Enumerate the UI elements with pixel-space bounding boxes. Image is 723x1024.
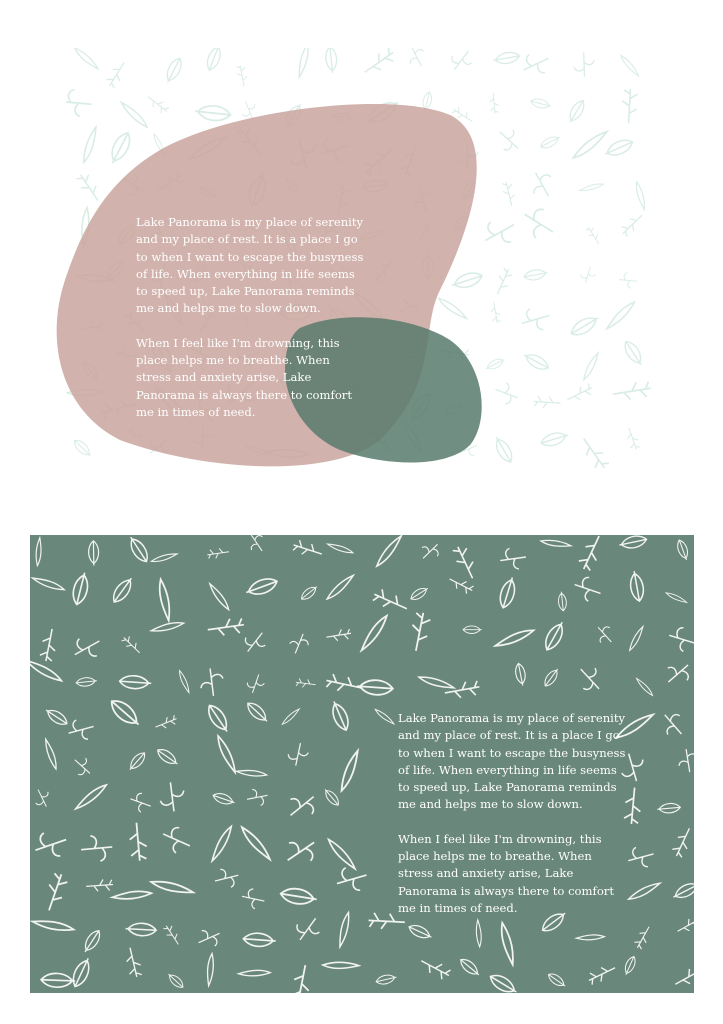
leaf-icon xyxy=(463,626,482,634)
leaf-icon xyxy=(204,702,232,735)
leaf-icon xyxy=(514,662,527,686)
leaf-icon xyxy=(497,576,519,610)
leaf-icon xyxy=(675,538,690,561)
leaf-icon xyxy=(36,739,66,769)
leaf-icon xyxy=(33,568,65,600)
top-paragraph-2: When I feel like I'm drowning, this place helps me to breathe. When stress and anxiety arise, Lake Panorama is always there to comfort me in times of need. xyxy=(136,335,353,419)
leaf-icon xyxy=(327,912,361,946)
leaf-icon xyxy=(375,973,397,986)
leaf-icon xyxy=(207,547,230,559)
leaf-icon xyxy=(166,971,186,990)
leaf-icon xyxy=(236,758,266,788)
leaf-icon xyxy=(592,622,618,648)
leaf-icon xyxy=(207,617,245,638)
leaf-icon xyxy=(208,736,244,772)
leaf-icon xyxy=(125,922,156,936)
leaf-icon xyxy=(195,925,224,952)
leaf-icon xyxy=(41,973,76,988)
leaf-icon xyxy=(418,955,452,982)
leaf-icon xyxy=(76,782,107,813)
leaf-icon xyxy=(173,671,195,693)
leaf-icon xyxy=(144,579,185,620)
leaf-icon xyxy=(299,584,319,603)
leaf-icon xyxy=(447,574,475,595)
leaf-icon xyxy=(676,748,694,774)
leaf-icon xyxy=(291,912,325,947)
leaf-icon xyxy=(245,787,269,808)
leaf-icon xyxy=(577,535,607,572)
leaf-icon xyxy=(155,746,180,768)
leaf-icon xyxy=(126,750,147,773)
leaf-icon xyxy=(33,905,74,946)
leaf-icon xyxy=(327,839,356,868)
leaf-icon xyxy=(666,624,694,654)
leaf-icon xyxy=(625,843,656,871)
leaf-icon xyxy=(573,662,608,697)
leaf-icon xyxy=(243,932,276,947)
leaf-icon xyxy=(672,964,694,990)
top-story-text xyxy=(136,214,368,438)
leaf-icon xyxy=(371,587,410,615)
leaf-icon xyxy=(295,678,316,689)
leaf-icon xyxy=(245,672,267,696)
leaf-icon xyxy=(287,631,311,657)
leaf-icon xyxy=(112,876,151,915)
leaf-icon xyxy=(444,679,481,700)
leaf-icon xyxy=(325,673,363,695)
top-paragraph-1: Lake Panorama is my place of serenity and my place of rest. It is a place I go to when I want to escape the busyness of life. When everything in life seems to speed up, Lake Panorama reminds me and helps me to slow down. xyxy=(136,215,364,316)
leaf-icon xyxy=(212,791,236,807)
leaf-icon xyxy=(194,954,226,986)
leaf-icon xyxy=(151,611,183,643)
leaf-icon xyxy=(120,634,142,656)
leaf-icon xyxy=(408,611,432,652)
leaf-icon xyxy=(409,585,430,602)
leaf-icon xyxy=(282,708,299,725)
leaf-icon xyxy=(322,787,342,808)
leaf-icon xyxy=(81,928,104,955)
leaf-icon xyxy=(39,628,59,663)
leaf-icon xyxy=(622,955,638,977)
leaf-icon xyxy=(586,962,618,986)
leaf-icon xyxy=(451,544,479,582)
leaf-icon xyxy=(657,803,681,814)
leaf-icon xyxy=(76,677,98,688)
leaf-icon xyxy=(657,708,690,741)
leaf-icon xyxy=(126,535,152,565)
leaf-icon xyxy=(571,574,604,604)
bottom-paragraph-1: Lake Panorama is my place of serenity and my place of rest. It is a place I go to when I want to escape the busyness of life. When everything in life seems to speed up, Lake Panorama reminds me and helps me to slow down. xyxy=(398,711,626,812)
leaf-icon xyxy=(88,541,98,566)
leaf-icon xyxy=(239,957,271,989)
leaf-icon xyxy=(69,631,105,665)
leaf-icon xyxy=(158,781,186,813)
leaf-icon xyxy=(280,886,318,906)
leaf-icon xyxy=(280,831,321,871)
leaf-icon xyxy=(43,706,69,728)
leaf-icon xyxy=(286,741,310,768)
leaf-icon xyxy=(86,879,114,892)
leaf-icon xyxy=(240,887,266,910)
leaf-icon xyxy=(557,591,567,611)
leaf-icon xyxy=(671,880,694,902)
leaf-icon xyxy=(151,545,177,571)
leaf-icon xyxy=(458,956,482,979)
bottom-paragraph-2: When I feel like I'm drowning, this place helps me to breathe. When stress and anxiety arise, Lake Panorama is always there to comfort me in times of need. xyxy=(398,831,615,915)
leaf-icon xyxy=(244,535,269,556)
leaf-icon xyxy=(199,667,225,697)
leaf-icon xyxy=(333,863,370,896)
leaf-icon xyxy=(666,587,687,608)
leaf-icon xyxy=(244,699,270,725)
leaf-icon xyxy=(328,699,352,733)
leaf-icon xyxy=(80,834,113,863)
leaf-icon xyxy=(66,716,97,744)
leaf-icon xyxy=(244,575,279,599)
leaf-icon xyxy=(127,790,153,814)
leaf-icon xyxy=(240,827,272,859)
leaf-icon xyxy=(374,536,404,566)
leaf-icon xyxy=(661,657,694,691)
leaf-icon xyxy=(151,866,193,908)
leaf-icon xyxy=(357,616,392,651)
leaf-icon xyxy=(499,546,528,571)
leaf-icon xyxy=(328,536,353,561)
leaf-icon xyxy=(69,753,96,779)
leaf-icon xyxy=(419,665,454,700)
leaf-icon xyxy=(675,915,694,936)
leaf-icon xyxy=(158,823,195,857)
leaf-icon xyxy=(240,627,270,658)
leaf-icon xyxy=(30,538,53,566)
leaf-icon xyxy=(69,956,94,990)
leaf-icon xyxy=(624,627,648,651)
leaf-icon xyxy=(326,628,352,642)
leaf-icon xyxy=(292,539,324,560)
leaf-icon xyxy=(628,570,645,602)
leaf-icon xyxy=(629,876,660,907)
leaf-icon xyxy=(109,575,136,606)
leaf-icon xyxy=(618,535,648,551)
leaf-icon xyxy=(31,786,54,810)
leaf-icon xyxy=(541,619,567,653)
leaf-icon xyxy=(119,675,152,690)
leaf-icon xyxy=(541,535,571,558)
leaf-icon xyxy=(375,707,394,726)
leaf-icon xyxy=(633,924,654,950)
leaf-icon xyxy=(283,787,322,825)
leaf-icon xyxy=(327,574,353,600)
leaf-icon xyxy=(206,584,232,610)
leaf-icon xyxy=(290,964,313,993)
bottom-card xyxy=(30,535,694,993)
leaf-icon xyxy=(154,714,179,732)
bottom-story-text xyxy=(398,710,630,934)
leaf-icon xyxy=(495,619,533,657)
leaf-icon xyxy=(546,971,567,989)
leaf-icon xyxy=(636,678,653,695)
leaf-icon xyxy=(417,538,443,564)
leaf-icon xyxy=(487,971,519,993)
leaf-icon xyxy=(204,826,239,861)
leaf-icon xyxy=(162,923,182,947)
leaf-icon xyxy=(357,679,394,696)
leaf-icon xyxy=(31,827,70,863)
leaf-icon xyxy=(542,666,561,688)
leaf-icon xyxy=(70,571,91,606)
leaf-icon xyxy=(213,865,241,890)
leaf-icon xyxy=(107,696,143,730)
leaf-icon xyxy=(330,751,370,791)
leaf-icon xyxy=(671,826,694,859)
leaf-icon xyxy=(41,872,69,913)
leaf-icon xyxy=(128,822,148,861)
leaf-icon xyxy=(323,947,359,983)
leaf-icon xyxy=(124,946,143,978)
